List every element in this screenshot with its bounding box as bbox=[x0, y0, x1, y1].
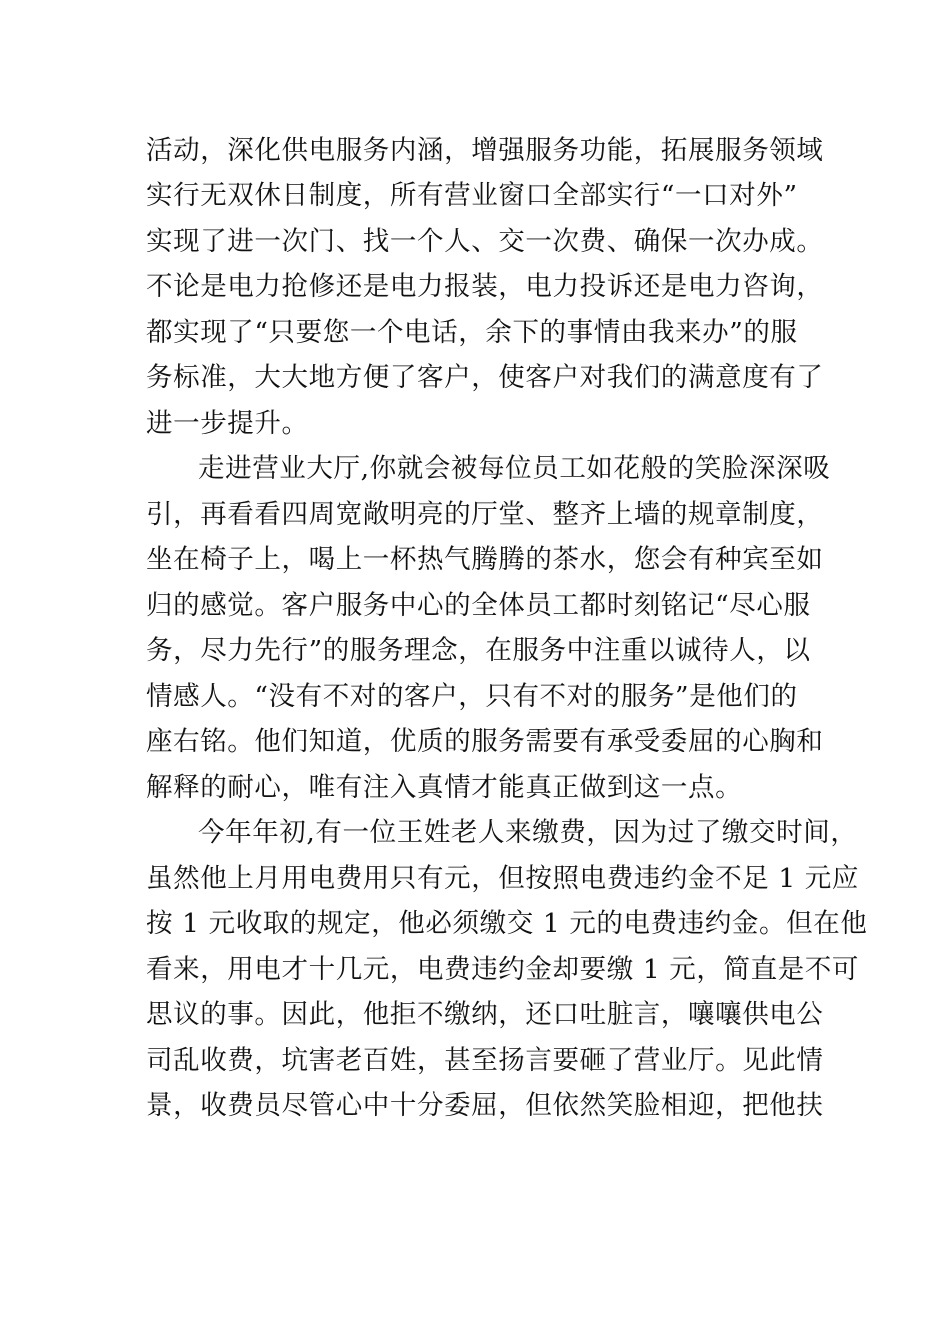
text-line-20: 思议的事。因此，他拒不缴纳，还口吐脏言，嚷嚷供电公 bbox=[146, 999, 824, 1030]
text-line-19: 看来，用电才十几元，电费违约金却要缴 1 元，简直是不可 bbox=[146, 954, 860, 985]
text-line-14: 座右铭。他们知道，优质的服务需要有承受委屈的心胸和 bbox=[146, 726, 824, 757]
text-line-21: 司乱收费，坑害老百姓，甚至扬言要砸了营业厅。见此情 bbox=[146, 1045, 824, 1076]
text-line-3: 实现了进一次门、找一个人、交一次费、确保一次办成。 bbox=[146, 226, 824, 257]
text-line-22: 景，收费员尽管心中十分委屈，但依然笑脸相迎，把他扶 bbox=[146, 1090, 824, 1121]
text-line-10: 坐在椅子上，喝上一杯热气腾腾的茶水，您会有种宾至如 bbox=[146, 544, 824, 575]
text-line-6: 务标准，大大地方便了客户，使客户对我们的满意度有了 bbox=[146, 362, 824, 393]
text-line-11: 归的感觉。客户服务中心的全体员工都时刻铭记“尽心服 bbox=[146, 590, 811, 621]
text-line-12: 务，尽力先行”的服务理念，在服务中注重以诚待人，以 bbox=[146, 635, 811, 666]
text-line-4: 不论是电力抢修还是电力报装，电力投诉还是电力咨询， bbox=[146, 271, 824, 302]
text-line-5: 都实现了“只要您一个电话，余下的事情由我来办”的服 bbox=[146, 317, 798, 348]
text-line-7: 进一步提升。 bbox=[146, 408, 309, 439]
text-line-2: 实行无双休日制度，所有营业窗口全部实行“一口对外” bbox=[146, 180, 798, 211]
text-line-15: 解释的耐心，唯有注入真情才能真正做到这一点。 bbox=[146, 772, 743, 803]
paragraph-3-first-line: 今年年初,有一位王姓老人来缴费，因为过了缴交时间， bbox=[198, 817, 858, 848]
paragraph-2-first-line: 走进营业大厅,你就会被每位员工如花般的笑脸深深吸 bbox=[198, 453, 831, 484]
text-line-18: 按 1 元收取的规定，他必须缴交 1 元的电费违约金。但在他 bbox=[146, 908, 868, 939]
text-line-1: 活动，深化供电服务内涵，增强服务功能，拓展服务领域 bbox=[146, 135, 824, 166]
text-line-17: 虽然他上月用电费用只有元，但按照电费违约金不足 1 元应 bbox=[146, 863, 860, 894]
text-line-13: 情感人。“没有不对的客户，只有不对的服务”是他们的 bbox=[146, 681, 798, 712]
text-line-9: 引，再看看四周宽敞明亮的厅堂、整齐上墙的规章制度， bbox=[146, 499, 824, 530]
